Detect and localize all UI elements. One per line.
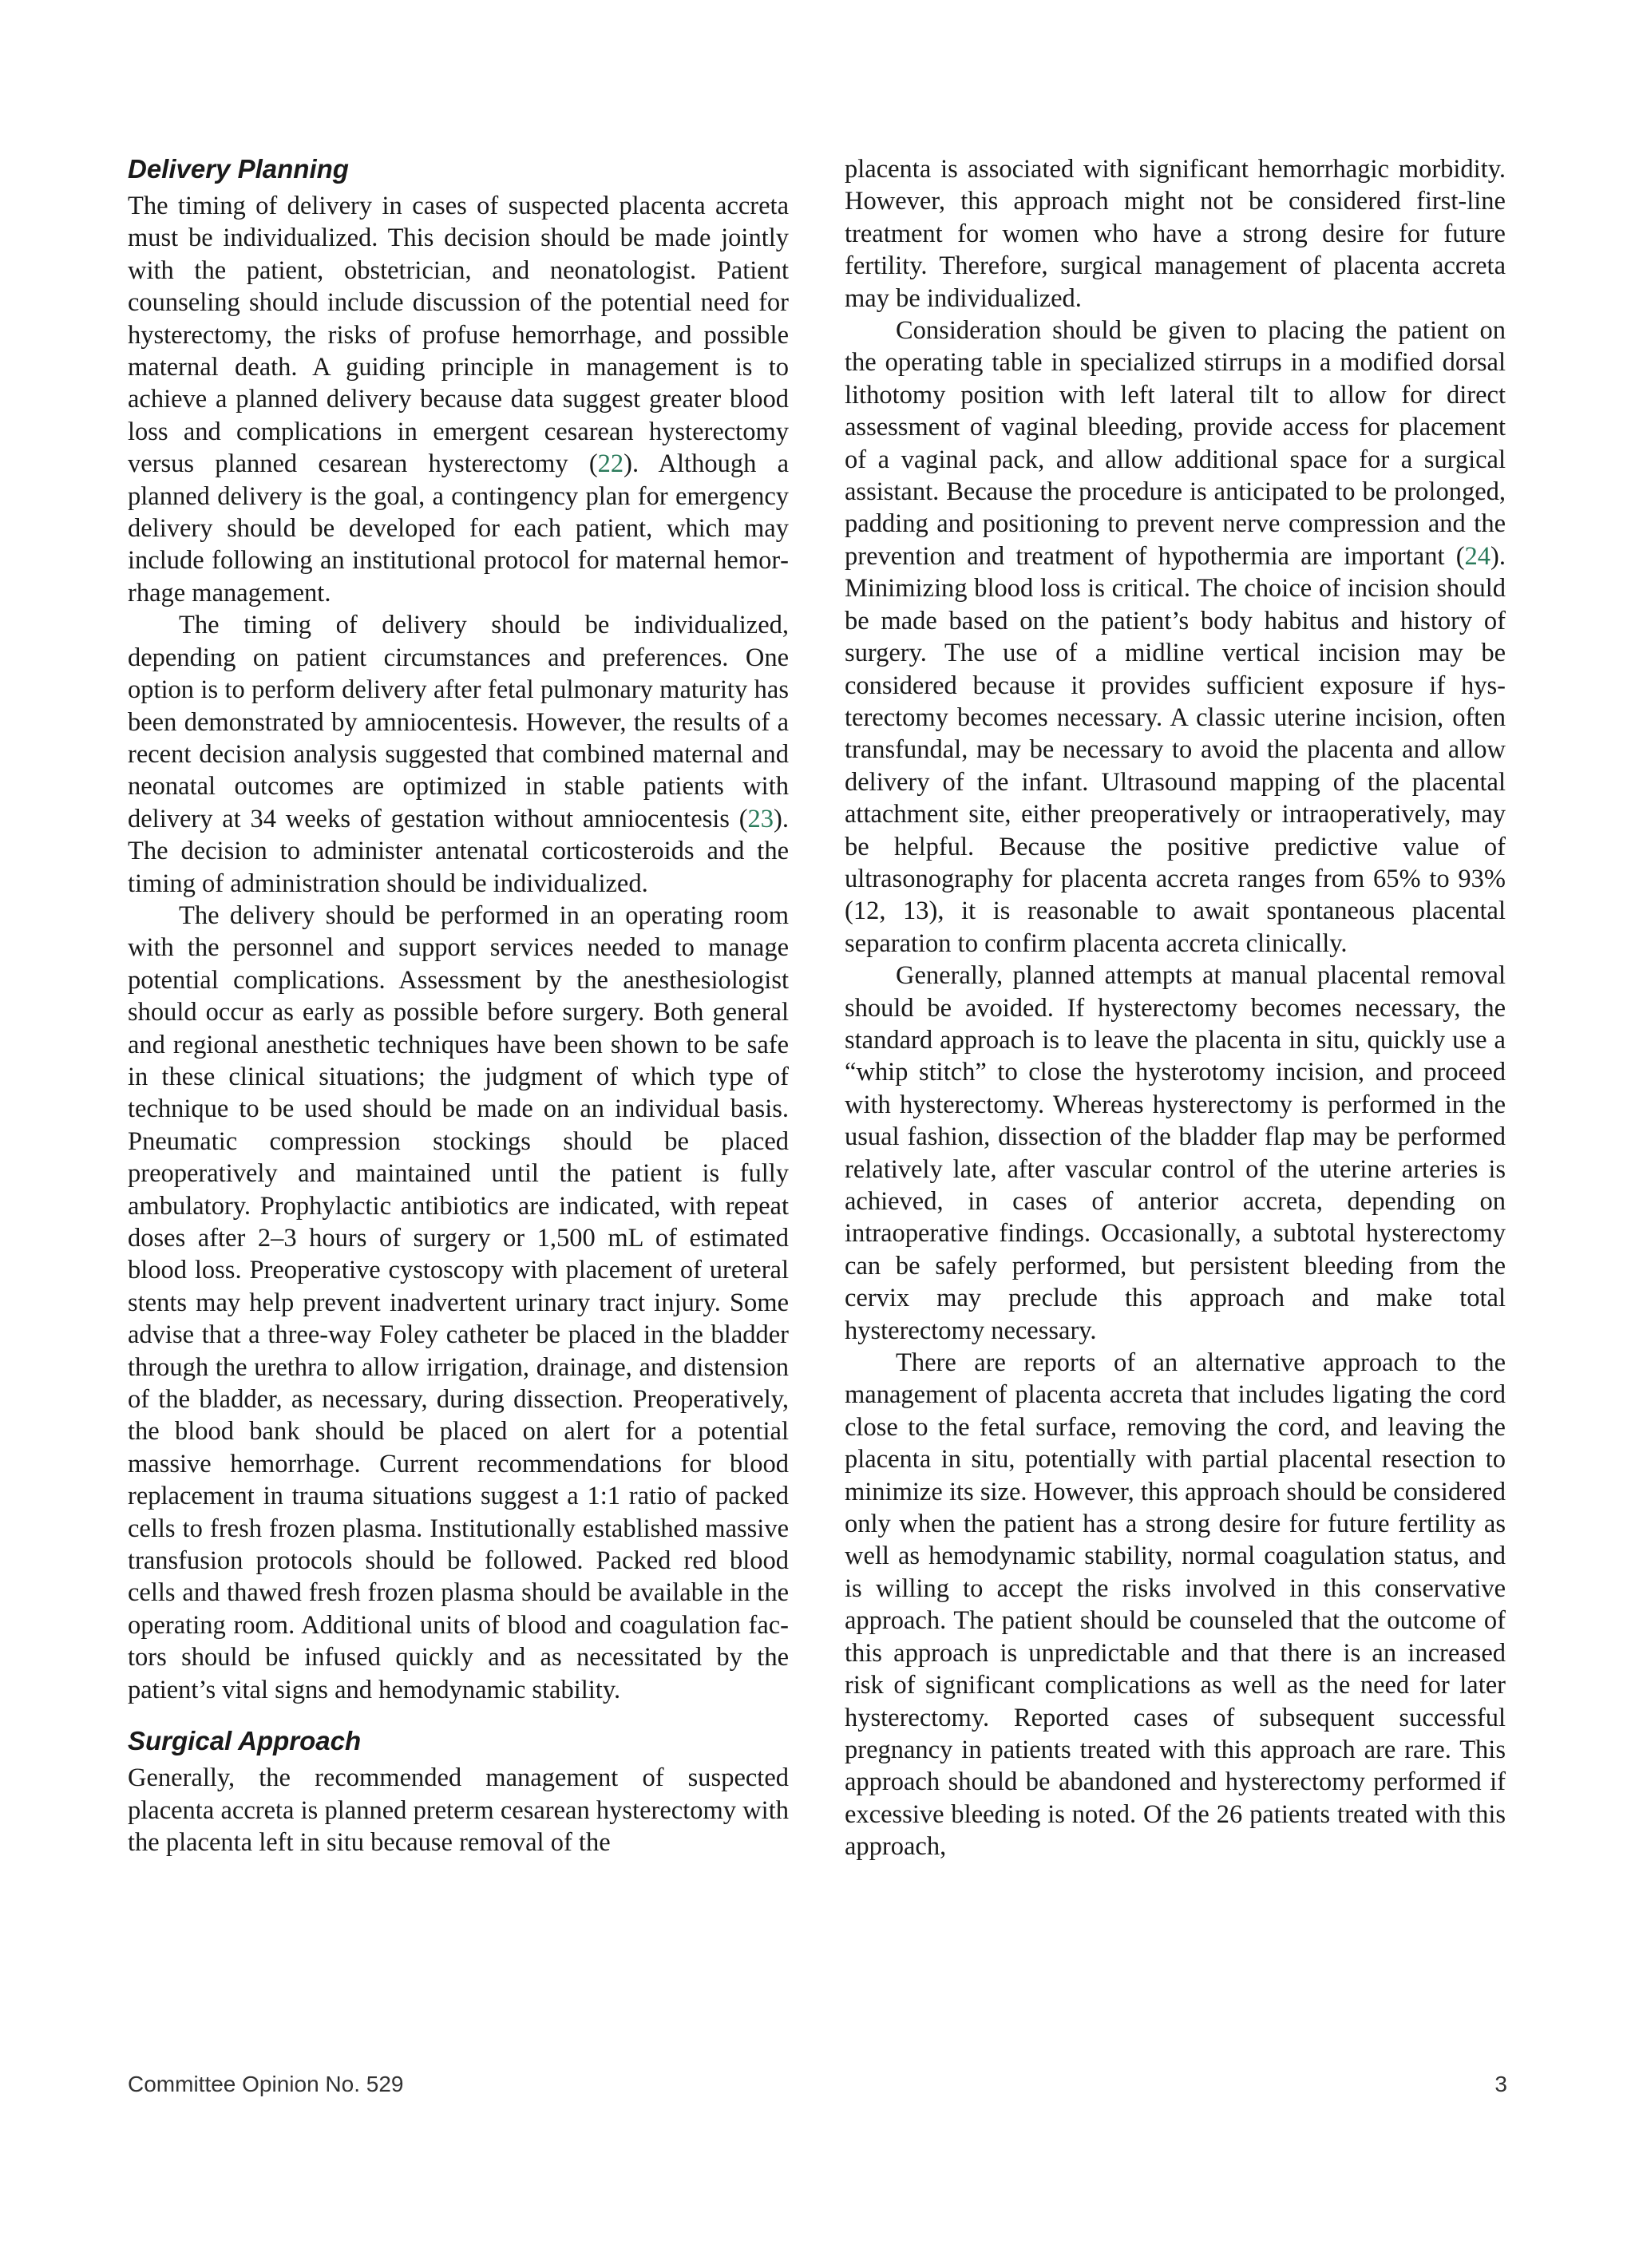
text-run: ). The decision to administer antenatal corticosteroids and the timing of administration should be individualized. [128,804,789,898]
citation-link-22[interactable]: 22 [597,449,624,479]
paragraph-alternative-approach: There are reports of an alternative approach to the management of placenta accreta that includes ligating the cord close to the fetal surface, removing the cord, and leaving the placenta in situ, potentially with partial placental resection to minimize its size. However, this approach should be considered only when the patient has a strong desire for future fertility as well as hemodynamic stability, normal coagulation status, and is willing to accept the risks involved in this conservative approach. The patient should be counseled that the outcome of this approach is unpredictable and that there is an increased risk of significant complications as well as the need for later hysterectomy. Reported cases of subsequent successful pregnancy in patients treated with this approach are rare. This approach should be abandoned and hysterectomy performed if excessive bleeding is noted. Of the 26 patients treated with this approach, [845,1348,1506,1862]
paragraph-operating-room: The delivery should be performed in an operating room with the personnel and support services needed to manage potential complications. Assessment by the anesthesiologist should occur as early as possible before surgery. Both general and regional anesthetic techniques have been shown to be safe in these clinical situations; the judgment of which type of technique to be used should be made on an individual basis. Pneumatic compression stockings should be placed preoperatively and maintained until the patient is fully ambulatory. Prophylactic antibiotics are indicated, with repeat doses after 2–3 hours of surgery or 1,500 mL of estimated blood loss. Preoperative cystoscopy with placement of ureteral stents may help prevent inadvertent urinary tract injury. Some advise that a three-way Foley catheter be placed in the bladder through the urethra to allow irrigation, drainage, and distension of the bladder, as necessary, during dissection. Preoperatively, the blood bank should be placed on alert for a potential massive hemorrhage. Current recommendations for blood replacement in trauma situations suggest a 1:1 ratio of packed cells to fresh frozen plasma. Institutionally established massive transfusion protocols should be followed. Packed red blood cells and thawed fresh frozen plasma should be available in the operating room. Additional units of blood and coagulation factors should be infused quickly and as necessitated by the patient’s vital signs and hemodynamic stability. [128,900,789,1704]
text-run: Consideration should be given to placing the patient on the operating table in specialized stirrups in a modified dorsal lithotomy position with left lateral tilt to allow for direct assessment of vaginal bleeding, provide access for placement of a vaginal pack, and allow additional space for a surgical assistant. Because the procedure is anticipated to be prolonged, padding and positioning to prevent nerve compression and the prevention and treatment of hypothermia are important ( [845,316,1506,571]
right-column [845,153,1506,1863]
paragraph-manual-removal: Generally, planned attempts at manual placental removal should be avoided. If hysterectomy becomes necessary, the standard approach is to leave the placenta in situ, quickly use a “whip stitch” to close the hysterotomy incision, and proceed with hysterectomy. Whereas hysterectomy is performed in the usual fashion, dissection of the bladder flap may be performed relatively late, after vascular control of the uterine arteries is achieved, in cases of anterior accreta, depending on intraoperative findings. Occasionally, a subtotal hysterectomy can be safely performed, but persistent bleeding from the cervix may preclude this approach and make total hysterectomy necessary. [845,961,1506,1345]
text-run: ). Although a planned delivery is the goal, a contingency plan for emergency delivery should be developed for each patient, which may include following an institutional protocol for maternal hemorrhage management. [128,449,789,608]
paragraph-individualized-timing [128,609,789,900]
paragraph-hemorrhagic-morbidity: placenta is associated with significant hemorrhagic morbidity. However, this approach might not be considered first-line treatment for women who have a strong desire for future fertility. Therefore, surgical management of placenta accreta may be individualized. [845,155,1506,313]
paragraph-timing-of-delivery [128,190,789,609]
paragraph-recommended-management: Generally, the recommended management of suspected placenta accreta is planned preterm cesarean hysterectomy with the placenta left in situ because removal of the [128,1763,789,1857]
paragraph-positioning [845,315,1506,960]
heading-surgical-approach: Surgical Approach [128,1726,362,1756]
citation-link-24[interactable]: 24 [1464,541,1491,571]
text-run: ). Minimizing blood loss is critical. The choice of incision should be made based on the patient’s body habitus and history of surgery. The use of a midline vertical incision may be considered because it provides sufficient exposure if hysterectomy becomes necessary. A classic uterine incision, often transfundal, may be necessary to avoid the placenta and allow delivery of the infant. Ultrasound mapping of the placental attachment site, either preoperatively or intraoperatively, may be helpful. Because the positive predictive value of ultrasonography for placenta accreta ranges from 65% to 93% (12, 13), it is reasonable to await spontaneous placental separation to confirm placenta accreta clinically. [845,541,1506,958]
text-run: The timing of delivery in cases of suspected placenta accreta must be individualized. This decision should be made jointly with the patient, obstetrician, and neonatologist. Patient counseling should include discussion of the potential need for hysterectomy, the risks of profuse hemorrhage, and possible maternal death. A guiding principle in management is to achieve a planned delivery because data suggest greater blood loss and complications in emergent cesarean hysterectomy versus planned cesarean hysterectomy ( [128,192,789,479]
citation-link-23[interactable]: 23 [747,804,774,833]
footer-document-title: Committee Opinion No. 529 [128,2072,404,2096]
footer-page-number: 3 [1494,2072,1507,2096]
left-column [128,153,789,1858]
text-run: The timing of delivery should be individualized, depending on patient circumstances and preferences. One option is to perform delivery after fetal pulmonary maturity has been demonstrated by amniocentesis. However, the results of a recent decision analysis suggested that combined maternal and neonatal outcomes are optimized in stable patients with delivery at 34 weeks of gestation without amniocentesis ( [128,611,789,833]
heading-delivery-planning: Delivery Planning [128,154,349,184]
